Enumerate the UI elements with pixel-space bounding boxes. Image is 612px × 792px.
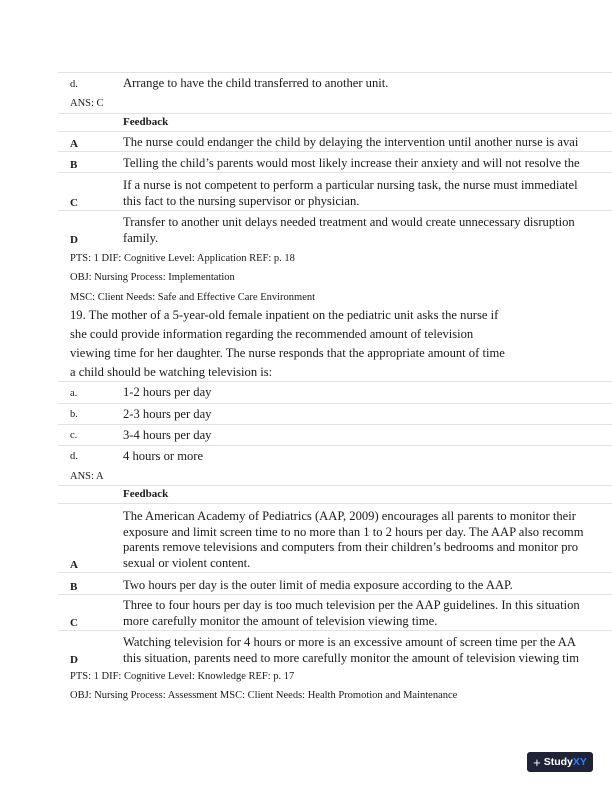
feedback-row	[58, 503, 612, 573]
option-row	[58, 424, 612, 446]
feedback-header: Feedback	[123, 116, 169, 129]
option-text: 3-4 hours per day	[123, 427, 212, 442]
option-label: d.	[70, 78, 78, 90]
question-number: 19.	[70, 308, 86, 322]
feedback-row	[58, 210, 612, 248]
feedback-key: D	[70, 654, 78, 666]
feedback-key: B	[70, 159, 78, 171]
feedback-text: The nurse could endanger the child by delaying the intervention until another nurse is avai	[123, 134, 579, 149]
feedback-key: D	[70, 234, 78, 246]
option-row	[58, 445, 612, 467]
feedback-text: Watching television for 4 hours or more is an excessive amount of screen time per the AA this situation, parents need to more carefully monitor the amount of television viewing tim	[123, 635, 580, 665]
option-label: a.	[70, 387, 78, 399]
feedback-text: Telling the child’s parents would most likely increase their anxiety and will not resolve the	[123, 155, 580, 170]
studyxy-logo: + StudyXY	[527, 752, 593, 772]
feedback-row	[58, 131, 612, 152]
option-row	[58, 403, 612, 425]
feedback-row	[58, 572, 612, 595]
feedback-row	[58, 172, 612, 211]
feedback-header-row	[58, 485, 612, 504]
plus-icon: +	[533, 754, 541, 770]
option-text: 2-3 hours per day	[123, 406, 212, 421]
feedback-text: The American Academy of Pediatrics (AAP, 2009) encourages all parents to monitor their exposure and limit screen time to no more than 1 to 2 hours per day. The AAP also recomm parents remove televisions and computers from their children’s bedrooms and monitor pro sexual or violent content.	[123, 509, 584, 570]
option-text: 1-2 hours per day	[123, 385, 212, 400]
option-row	[58, 381, 612, 404]
feedback-header: Feedback	[123, 488, 169, 501]
option-text: Arrange to have the child transferred to another unit.	[123, 76, 389, 91]
answer-line: ANS: C	[70, 98, 104, 109]
feedback-key: C	[70, 197, 78, 209]
msc-line: MSC: Client Needs: Safe and Effective Care Environment	[70, 292, 316, 303]
question-stem: 19. The mother of a 5-year-old female inpatient on the pediatric unit asks the nurse if she could provide information regarding the recommended amount of television viewing time for her daughter. The nurse responds that the appropriate amount of time a child should be watching television is:	[70, 308, 505, 379]
feedback-key: A	[70, 559, 78, 571]
obj-msc-line: OBJ: Nursing Process: Assessment MSC: Client Needs: Health Promotion and Maintenance	[70, 690, 458, 701]
pts-line: PTS: 1 DIF: Cognitive Level: Application REF: p. 18	[70, 253, 295, 264]
obj-line: OBJ: Nursing Process: Implementation	[70, 272, 235, 283]
feedback-text: Three to four hours per day is too much television per the AAP guidelines. In this situation more carefully monitor the amount of television viewing time.	[123, 598, 580, 628]
feedback-row	[58, 594, 612, 631]
feedback-text: If a nurse is not competent to perform a particular nursing task, the nurse must immediatel this fact to the nursing supervisor or physician.	[123, 178, 578, 208]
option-row	[58, 72, 612, 95]
feedback-key: A	[70, 138, 78, 150]
option-text: 4 hours or more	[123, 448, 204, 463]
pts-line: PTS: 1 DIF: Cognitive Level: Knowledge REF: p. 17	[70, 671, 295, 682]
option-label: d.	[70, 451, 78, 462]
option-label: c.	[70, 430, 78, 441]
feedback-text: Two hours per day is the outer limit of media exposure according to the AAP.	[123, 577, 513, 592]
option-label: b.	[70, 409, 78, 420]
feedback-key: C	[70, 617, 78, 629]
feedback-text: Transfer to another unit delays needed treatment and would create unnecessary disruption family.	[123, 215, 575, 245]
feedback-row	[58, 630, 612, 668]
feedback-key: B	[70, 581, 78, 593]
feedback-header-row	[58, 113, 612, 132]
feedback-row	[58, 151, 612, 173]
answer-line: ANS: A	[70, 471, 104, 482]
